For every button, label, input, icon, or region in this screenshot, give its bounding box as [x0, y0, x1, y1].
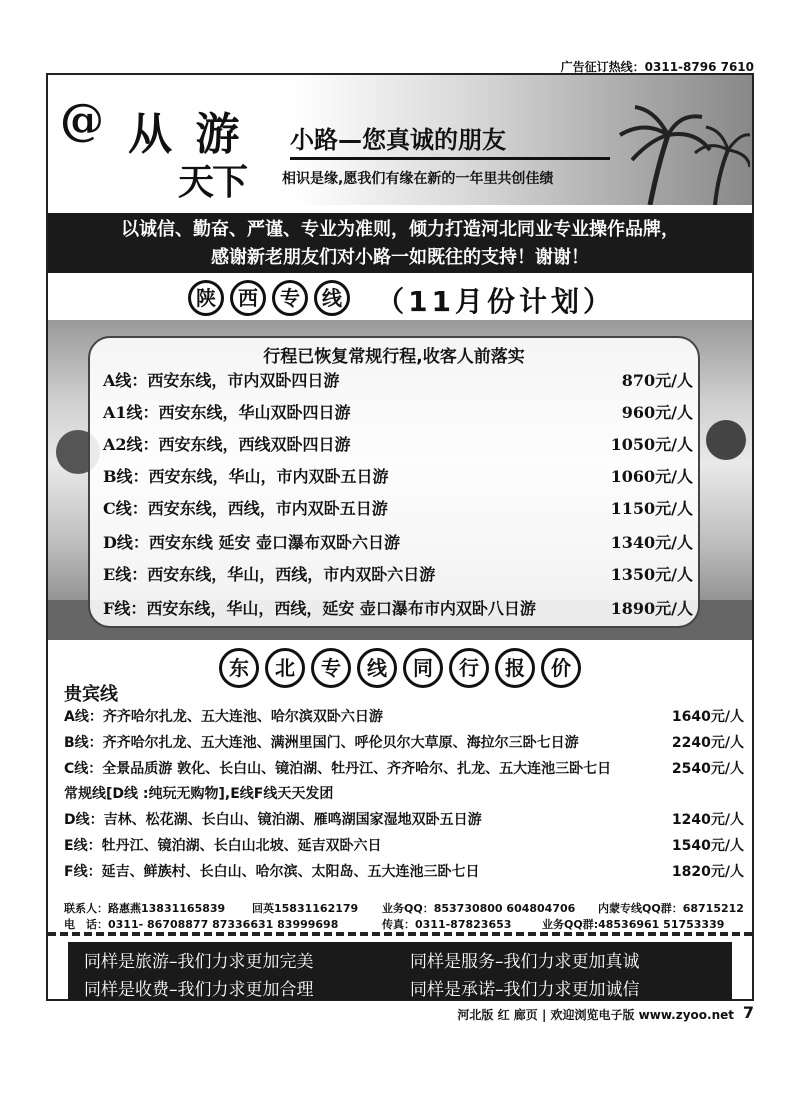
route-name: E线：牡丹江、镜泊湖、长白山北坡、延吉双卧六日 — [64, 838, 382, 854]
title-char: 西 — [230, 280, 266, 316]
logo-swirl-icon: @ — [60, 95, 104, 146]
northeast-section-title — [48, 648, 752, 692]
plan-label: （11月份计划） — [376, 285, 616, 318]
route-name: D线：吉林、松花湖、长白山、镜泊湖、雁鸣湖国家湿地双卧五日游 — [64, 812, 482, 828]
contact-tel: 电 话：0311- 86708877 87336631 83999698 — [64, 918, 339, 931]
title-char: 东 — [219, 648, 259, 688]
route-name: B线：西安东线，华山，市内双卧五日游 — [103, 467, 389, 486]
footer-text: 河北版 红 廊页 | 欢迎浏览电子版 www.zyoo.net — [457, 1008, 734, 1022]
contact-qq-group: 内蒙专线QQ群：68715212 — [598, 902, 744, 915]
ad-hotline: 广告征订热线：0311-8796 7610 — [560, 60, 754, 74]
route-price: 1150元/人 — [610, 499, 693, 518]
route-name: C线：全景品质游 敦化、长白山、镜泊湖、牡丹江、齐齐哈尔、扎龙、五大连池三卧七日 — [64, 761, 612, 777]
route-price: 1050元/人 — [610, 435, 693, 454]
title-char: 北 — [265, 648, 305, 688]
route-price: 960元/人 — [621, 403, 693, 422]
route-price: 1240元/人 — [671, 812, 744, 828]
vip-line-heading: 贵宾线 — [64, 684, 118, 705]
northeast-route — [64, 732, 744, 758]
price-box-heading: 行程已恢复常规行程,收客人前落实 — [263, 347, 525, 367]
title-char: 线 — [314, 280, 350, 316]
mission-line-2: 感谢新老朋友们对小路一如既往的支持！谢谢！ — [211, 247, 589, 268]
route-name: F线：延吉、鲜族村、长白山、哈尔滨、太阳岛、五大连池三卧七日 — [64, 864, 480, 880]
route-price: 1060元/人 — [610, 467, 693, 486]
mission-banner — [48, 213, 752, 273]
route-price: 1350元/人 — [610, 565, 693, 584]
motto-1: 同样是旅游–我们力求更加完美 — [84, 952, 314, 972]
route-price: 2240元/人 — [671, 735, 744, 751]
route-name: A线：齐齐哈尔扎龙、五大连池、哈尔滨双卧六日游 — [64, 709, 383, 725]
title-char: 报 — [495, 648, 535, 688]
title-char: 价 — [541, 648, 581, 688]
lamp-post-right — [706, 420, 746, 460]
shaanxi-route — [103, 562, 693, 592]
shaanxi-route — [103, 530, 693, 560]
route-name: D线：西安东线 延安 壶口瀑布双卧六日游 — [103, 533, 401, 552]
route-name: A1线：西安东线，华山双卧四日游 — [103, 403, 351, 422]
tagline: 相识是缘,愿我们有缘在新的一年里共创佳绩 — [282, 171, 554, 187]
northeast-route — [64, 758, 744, 784]
palm-trees-icon — [610, 95, 750, 205]
contact-fax: 传真：0311-87823653 — [382, 918, 512, 931]
route-name: A线：西安东线，市内双卧四日游 — [103, 371, 340, 390]
northeast-route — [64, 861, 744, 887]
dashed-divider — [48, 932, 752, 936]
shaanxi-route — [103, 400, 693, 430]
contact-business-qq-group: 业务QQ群:48536961 51753339 — [542, 918, 725, 931]
northeast-route — [64, 783, 744, 809]
route-price: 1640元/人 — [671, 709, 744, 725]
route-name: 常规线[D线 :纯玩无购物],E线F线天天发团 — [64, 786, 334, 802]
contact-phone-2: 回英15831162179 — [252, 902, 359, 915]
route-price: 1340元/人 — [610, 533, 693, 552]
motto-4: 同样是承诺–我们力求更加诚信 — [410, 980, 640, 1000]
slogan: 小路—您真诚的朋友 — [290, 126, 506, 154]
title-char: 同 — [403, 648, 443, 688]
title-char: 行 — [449, 648, 489, 688]
slogan-underline — [290, 157, 610, 160]
shaanxi-route — [103, 368, 693, 398]
motto-banner — [68, 942, 732, 1000]
route-name: F线：西安东线，华山，西线，延安 壶口瀑布市内双卧八日游 — [103, 599, 536, 618]
route-price: 1890元/人 — [610, 599, 693, 618]
route-name: B线：齐齐哈尔扎龙、五大连池、满洲里国门、呼伦贝尔大草原、海拉尔三卧七日游 — [64, 735, 579, 751]
logo-main-text: 从 游 — [128, 109, 244, 160]
route-name: C线：西安东线，西线，市内双卧五日游 — [103, 499, 388, 518]
motto-2: 同样是服务–我们力求更加真诚 — [410, 952, 640, 972]
northeast-route — [64, 835, 744, 861]
shaanxi-route — [103, 432, 693, 462]
shaanxi-route — [103, 496, 693, 526]
contact-qq: 业务QQ：853730800 604804706 — [382, 902, 576, 915]
contact-person: 联系人：路惠燕13831165839 — [64, 902, 226, 915]
motto-3: 同样是收费–我们力求更加合理 — [84, 980, 314, 1000]
route-price: 870元/人 — [621, 371, 693, 390]
route-price: 1820元/人 — [671, 864, 744, 880]
route-name: E线：西安东线，华山，西线，市内双卧六日游 — [103, 565, 436, 584]
title-char: 专 — [272, 280, 308, 316]
northeast-route — [64, 706, 744, 732]
title-char: 专 — [311, 648, 351, 688]
shaanxi-route — [103, 464, 693, 494]
mission-line-1: 以诚信、勤奋、严谨、专业为准则，倾力打造河北同业专业操作品牌， — [121, 219, 679, 240]
title-char: 陕 — [188, 280, 224, 316]
title-char: 线 — [357, 648, 397, 688]
page-number: 7 — [742, 1003, 754, 1022]
route-price: 2540元/人 — [671, 761, 744, 777]
northeast-route — [64, 809, 744, 835]
route-name: A2线：西安东线，西线双卧四日游 — [103, 435, 351, 454]
shaanxi-route — [103, 596, 693, 626]
logo-tianxia-text: 天下 — [178, 161, 247, 203]
shaanxi-section-title — [48, 280, 752, 320]
route-price: 1540元/人 — [671, 838, 744, 854]
